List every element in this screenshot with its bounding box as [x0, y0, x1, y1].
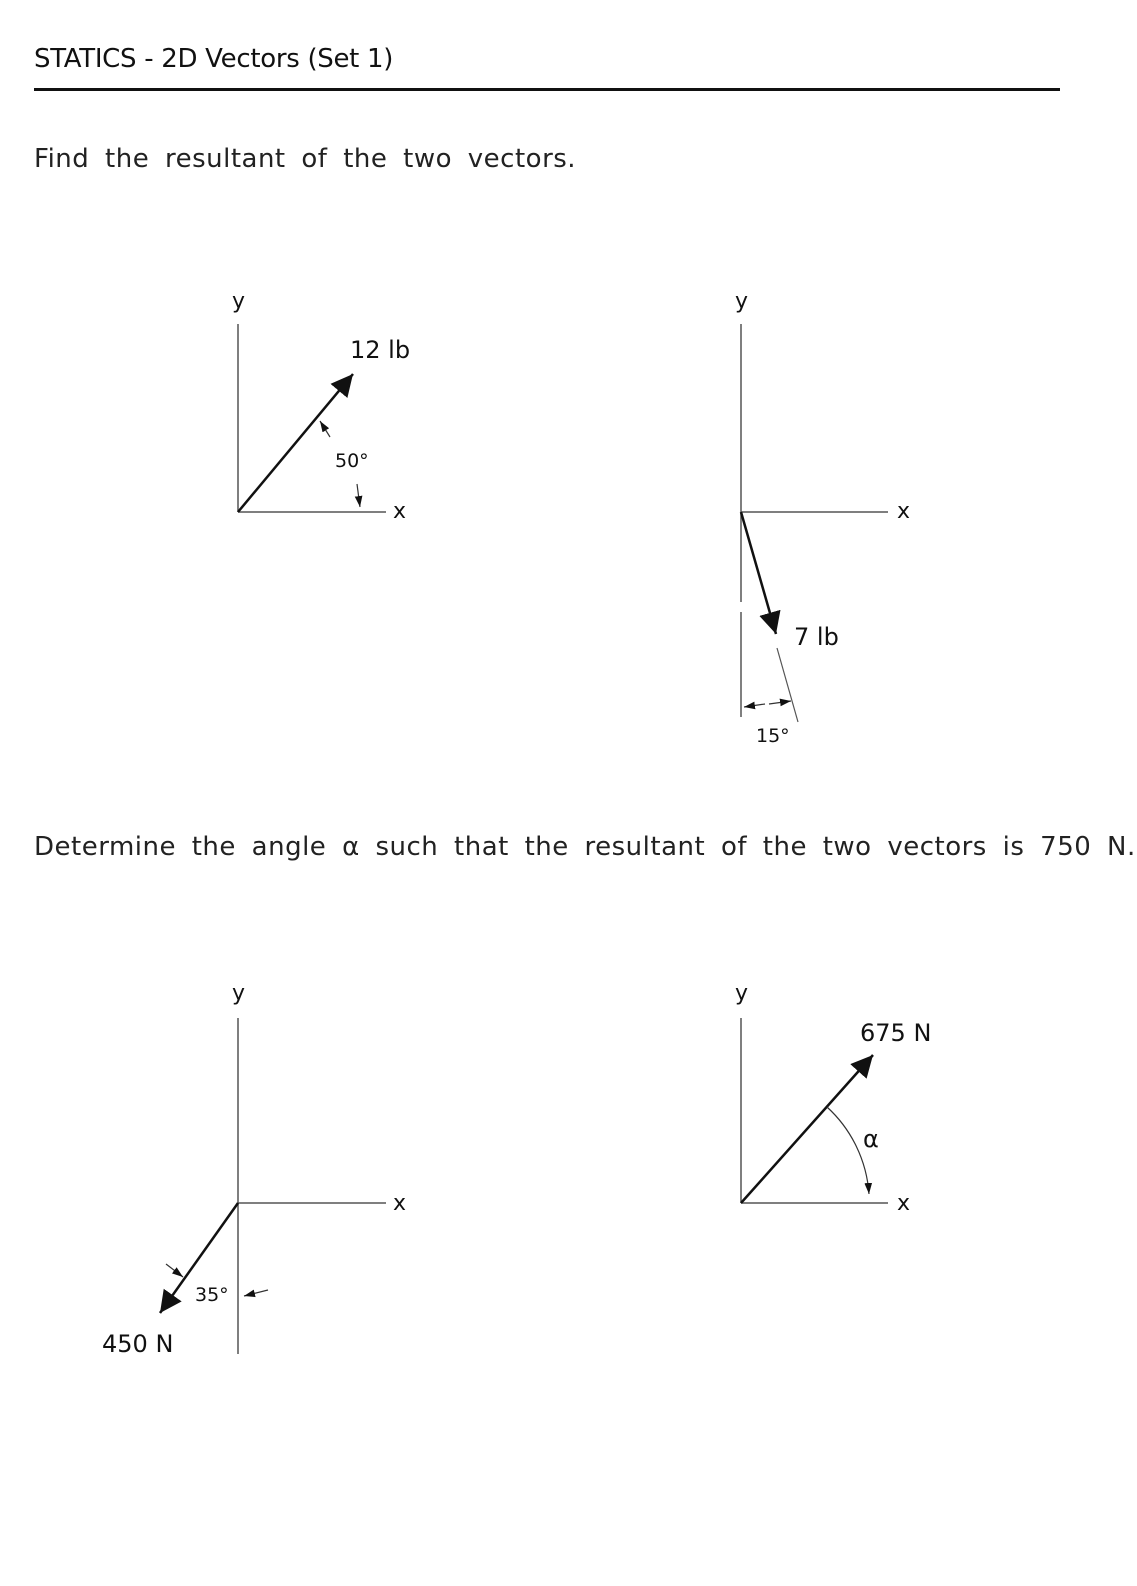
fig4-angle-label: α [863, 1125, 879, 1153]
fig3-y-label: y [232, 981, 246, 1006]
fig3-force-label: 450 N [102, 1330, 174, 1358]
fig1-angle-label: 50° [335, 450, 369, 472]
fig4-force-label: 675 N [860, 1019, 932, 1047]
fig2-angle-label: 15° [756, 725, 790, 747]
fig3-angle-label: 35° [195, 1284, 229, 1306]
fig4-y-label: y [735, 981, 749, 1006]
fig2-angle-arrow-right [769, 701, 791, 704]
page-title: STATICS - 2D Vectors (Set 1) [34, 44, 394, 74]
fig1-angle-arrow-top [320, 421, 330, 437]
fig3-angle-arrow-left [166, 1264, 183, 1277]
fig1-x-label: x [393, 499, 407, 524]
figure-1-12lb [232, 289, 410, 524]
fig2-y-label: y [735, 289, 749, 314]
problem-2-prompt: Determine the angle α such that the resultant of the two vectors is 750 N. [34, 832, 1136, 862]
fig3-angle-arrow-right [244, 1290, 268, 1296]
fig2-force-label: 7 lb [794, 623, 839, 651]
figure-3-450N [102, 981, 406, 1358]
fig1-angle-arrow-bottom [357, 484, 360, 507]
fig3-x-label: x [393, 1191, 407, 1216]
fig2-force-vector [741, 512, 776, 634]
fig4-force-vector [741, 1055, 873, 1203]
fig4-x-label: x [897, 1191, 911, 1216]
fig1-force-vector [238, 374, 353, 512]
fig2-x-label: x [897, 499, 911, 524]
problem-1-prompt: Find the resultant of the two vectors. [34, 144, 577, 174]
fig2-angle-arrow-left [744, 704, 765, 707]
fig2-angle-extension-line [777, 648, 798, 722]
fig1-y-label: y [232, 289, 246, 314]
figure-4-675N [735, 981, 931, 1216]
fig1-force-label: 12 lb [350, 336, 411, 364]
figure-2-7lb [735, 289, 910, 747]
